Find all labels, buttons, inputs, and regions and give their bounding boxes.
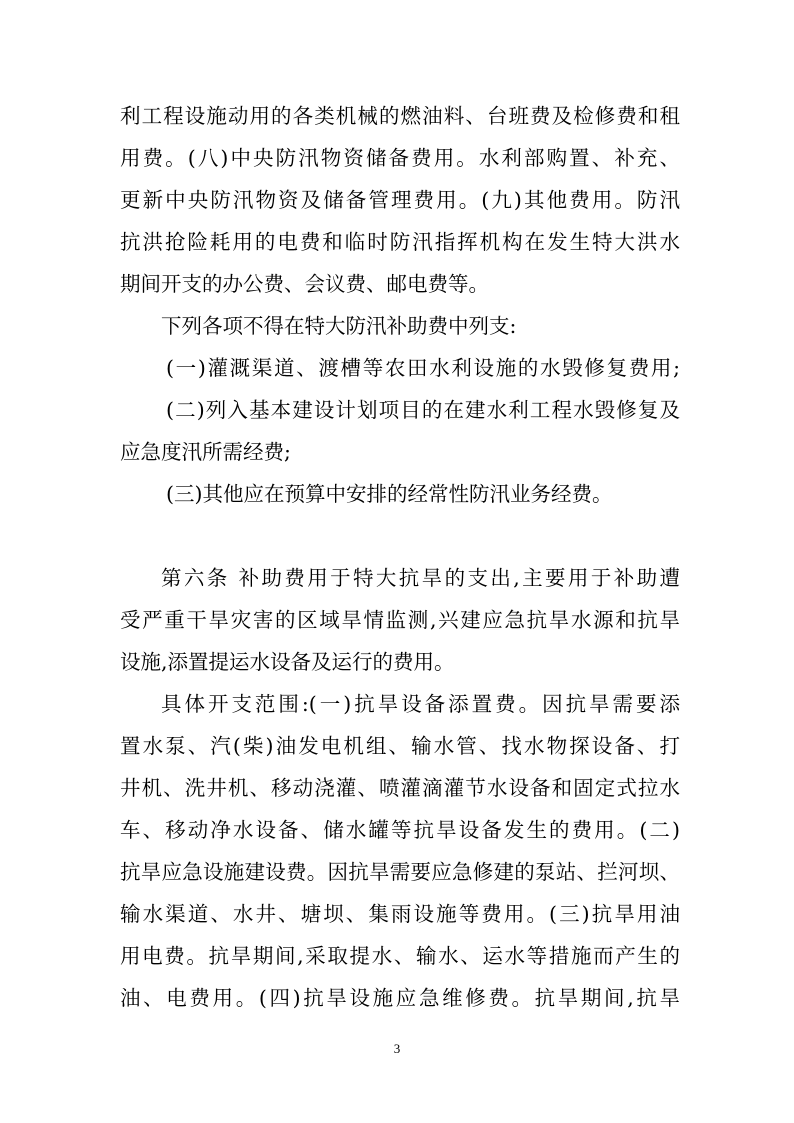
text-line: 设施,添置提运水设备及运行的费用。 (120, 650, 455, 674)
text-line: 抗旱应急设施建设费。因抗旱需要应急修建的泵站、拦河坝、 (120, 860, 680, 884)
text-line: 输水渠道、水井、塘坝、集雨设施等费用。(三)抗旱用油 (120, 902, 680, 926)
text-line: (一)灌溉渠道、渡槽等农田水利设施的水毁修复费用; (166, 356, 680, 380)
page-number: 3 (393, 1041, 401, 1056)
text-line: 具体开支范围:(一)抗旱设备添置费。因抗旱需要添 (161, 692, 680, 716)
text-line: 第六条 补助费用于特大抗旱的支出,主要用于补助遭 (161, 566, 680, 590)
text-line: 利工程设施动用的各类机械的燃油料、台班费及检修费和租 (120, 104, 680, 128)
text-line: 期间开支的办公费、会议费、邮电费等。 (120, 272, 489, 296)
text-line: 用电费。抗旱期间,采取提水、输水、运水等措施而产生的 (120, 944, 680, 968)
text-line: (二)列入基本建设计划项目的在建水利工程水毁修复及 (166, 398, 680, 422)
text-line: 用费。(八)中央防汛物资储备费用。水利部购置、补充、 (120, 146, 680, 170)
text-line: (三)其他应在预算中安排的经常性防汛业务经费。 (166, 482, 613, 506)
text-line: 车、移动净水设备、储水罐等抗旱设备发生的费用。(二) (120, 818, 680, 842)
text-line: 井机、洗井机、移动浇灌、喷灌滴灌节水设备和固定式拉水 (120, 776, 680, 800)
text-line: 下列各项不得在特大防汛补助费中列支: (161, 314, 517, 338)
text-line: 应急度汛所需经费; (120, 440, 291, 464)
text-line: 抗洪抢险耗用的电费和临时防汛指挥机构在发生特大洪水 (120, 230, 680, 254)
text-line: 置水泵、汽(柴)油发电机组、输水管、找水物探设备、打 (120, 734, 680, 758)
text-line: 更新中央防汛物资及储备管理费用。(九)其他费用。防汛 (120, 188, 680, 212)
text-line: 油、电费用。(四)抗旱设施应急维修费。抗旱期间,抗旱 (120, 986, 680, 1010)
text-line: 受严重干旱灾害的区域旱情监测,兴建应急抗旱水源和抗旱 (120, 608, 680, 632)
